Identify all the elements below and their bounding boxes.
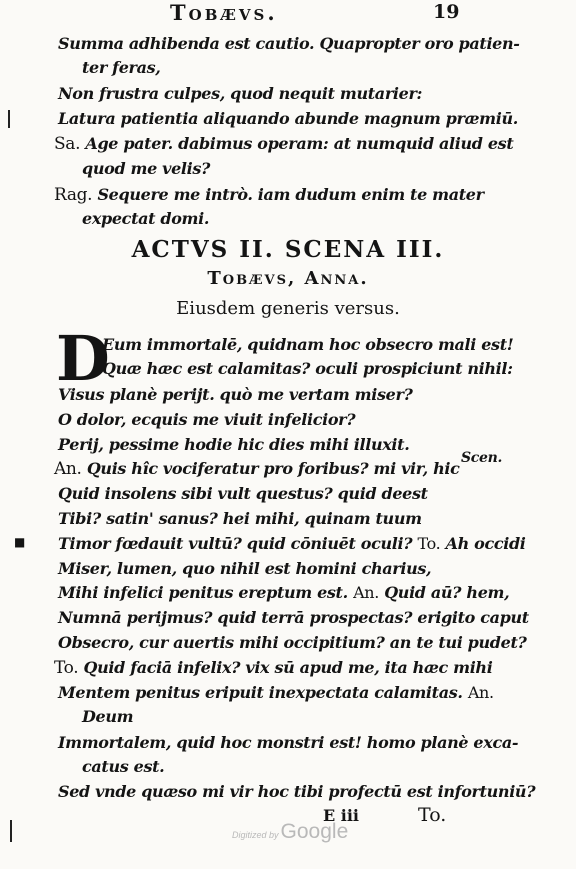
persons-heading: Tobævs, Anna. [207,268,369,289]
page-edge-mark [10,820,12,842]
speaker-label: An. [467,683,494,702]
text-line: O dolor, ecquis me viuit infelicior? [58,410,356,429]
text-line: Visus planè perijt. quò me vertam miser? [58,385,413,404]
running-title: Tobævs. [170,0,278,25]
page-edge-mark [8,110,10,128]
speaker-label: Rag. [54,185,93,205]
text-line: Sa. Age pater. dabimus operam: at numquid aliud est [54,134,514,154]
speaker-label: An. [353,583,379,602]
signature-mark: E iii [323,806,359,825]
watermark-logo: Google [280,820,349,843]
text-line: Numnā perijmus? quid terrā prospectas? erigito caput [58,608,529,627]
drop-cap: D [56,322,110,395]
text-line: Immortalem, quid hoc monstri est! homo planè exca- [58,733,519,752]
text-line: Miser, lumen, quo nihil est homini charius, [58,559,432,578]
text-line: To. Quid faciā infelix? vix sū apud me, ita hæc mihi [54,658,493,678]
act-heading: ACTVS II. SCENA III. [131,236,445,263]
catchword: To. [418,804,447,826]
text-line: expectat domi. [82,209,210,228]
speaker-label: To. [54,658,79,678]
text-line: Quæ hæc est calamitas? oculi prospiciunt nihil: [102,359,513,378]
margin-note: Scen. [461,450,503,466]
text-line: Perij, pessime hodie hic dies mihi illuxit. [58,435,410,454]
text-line: Obsecro, cur auertis mihi occipitium? an te tui pudet? [58,633,527,652]
text-line: Summa adhibenda est cautio. Quapropter oro patien- [58,34,520,53]
text-line: Deum [82,707,134,726]
text-line: Latura patientia aliquando abunde magnum præmiū. [58,109,518,128]
margin-mark: ■ [14,535,26,549]
text-line: ter feras, [82,58,161,77]
text-line: Rag. Sequere me intrò. iam dudum enim te mater [54,185,484,205]
text-line: Mihi infelici penitus ereptum est. An. Quid aū? hem, [58,583,510,602]
page-number: 19 [433,1,460,23]
text-line: quod me velis? [82,159,211,178]
text-line: Mentem penitus eripuit inexpectata calamitas. An. [58,683,494,702]
text-line: Non frustra culpes, quod nequit mutarier: [58,84,423,103]
watermark [232,820,348,844]
speaker-label: An. [54,459,82,479]
text-line: Sed vnde quæso mi vir hoc tibi profectū est infortuniū? [58,782,536,801]
text-line: Quid insolens sibi vult questus? quid deest [58,484,428,503]
speaker-label: To. [417,534,441,553]
text-line: catus est. [82,757,165,776]
meter-heading: Eiusdem generis versus. [176,298,400,319]
text-line: Tibi? satin' sanus? hei mihi, quinam tuum [58,509,422,528]
watermark-small: Digitized by [232,830,279,840]
speaker-label: Sa. [54,134,81,154]
text-line: Timor fœdauit vultū? quid cōniuēt oculi? To. Ah occidi [58,534,526,553]
text-line: Eum immortalē, quidnam hoc obsecro mali est! [102,335,514,354]
text-line: An. Quis hîc vociferatur pro foribus? mi vir, hic [54,459,460,479]
